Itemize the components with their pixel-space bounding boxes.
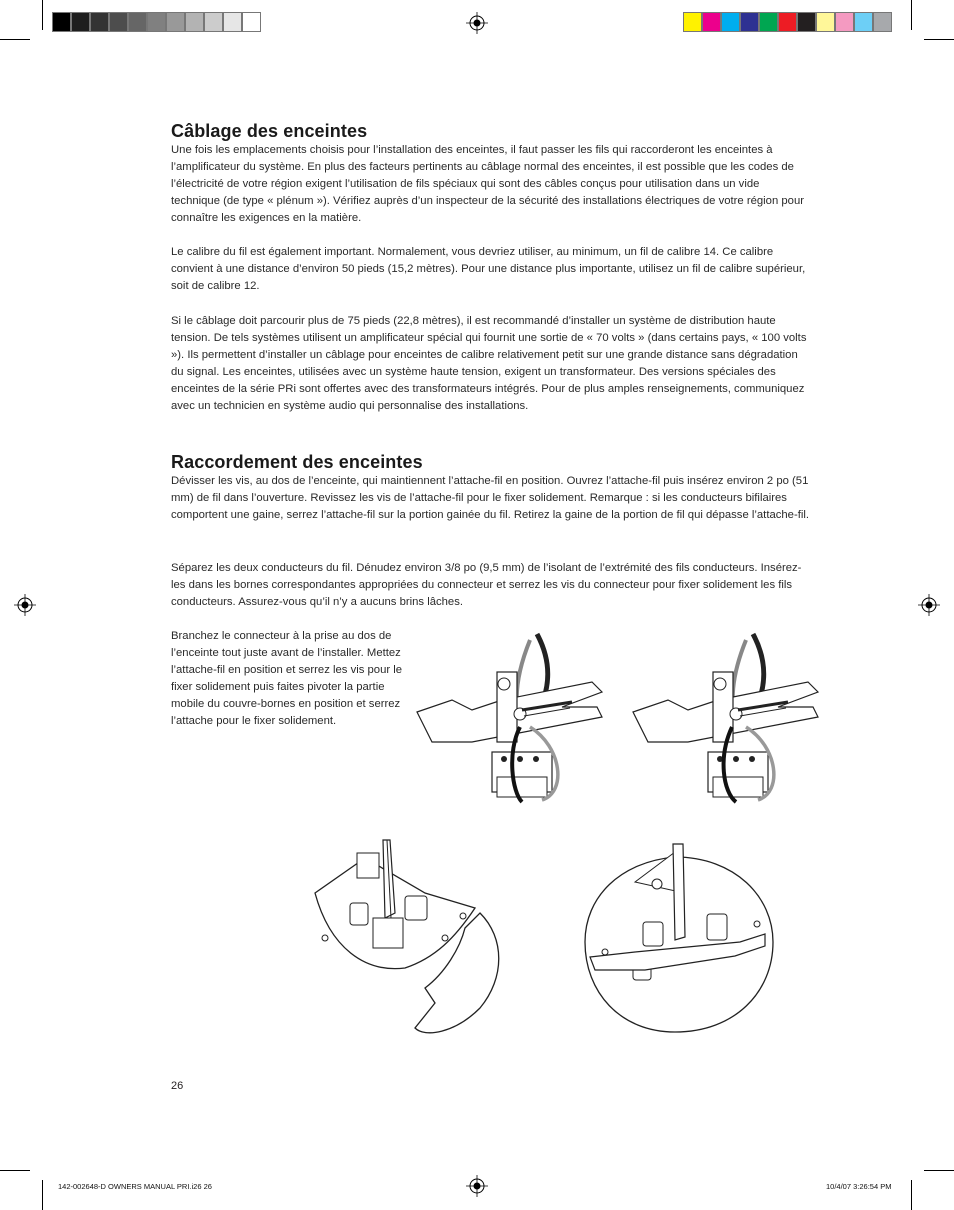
terminal-cover-open-illustration <box>305 838 525 1038</box>
paragraph: Le calibre du fil est également important. Normalement, vous devriez utiliser, au minimum, un fil de calibre 14. Ce calibre convient à une distance d’environ 50 pieds (15,2 mètres). Pour une distance plus importante, utilisez un fil de calibre supérieur, soit de calibre 12. <box>171 246 806 292</box>
color-swatch <box>816 12 835 32</box>
crop-mark <box>924 1170 954 1171</box>
section-title-wiring: Câblage des enceintes <box>171 121 368 141</box>
crop-mark <box>42 1180 43 1210</box>
paragraph: Séparez les deux conducteurs du fil. Dénudez environ 3/8 po (9,5 mm) de l’isolant de l’extrémité des fils conducteurs. Insérez-les dans les bornes correspondantes appropriées du connecteur et serrez les vis du connecteur pour fixer solidement les fils conducteurs. Assurez-vous qu’il n’y a aucuns brins lâches. <box>171 562 802 608</box>
footer-file-slug: 142-002648-D OWNERS MANUAL PRI.i26 26 <box>58 1182 212 1191</box>
crop-mark <box>911 0 912 30</box>
grayscale-color-bar <box>52 12 261 34</box>
color-swatch <box>683 12 702 32</box>
color-swatch <box>873 12 892 32</box>
terminal-cover-closed-illustration <box>575 842 780 1042</box>
color-swatch <box>854 12 873 32</box>
wire-clamp-illustration-1 <box>412 632 612 822</box>
paragraph: Si le câblage doit parcourir plus de 75 pieds (22,8 mètres), il est recommandé d’installer un système de distribution haute tension. De tels systèmes utilisent un amplificateur spécial qui fournit une sortie de « 70 volts » (dans certains pays, « 100 volts »). Ils permettent d’installer un câblage pour enceintes de calibre relativement petit sur une grande distance sans dégradation du signal. Les enceintes, utilisées avec un système haute tension, exigent un transformateur. Des versions spéciales des enceintes de la série PRi sont offertes avec des transformateurs intégrés. Pour de plus amples renseignements, communiquez avec un technicien en système audio qui personnalise des installations. <box>171 315 807 412</box>
registration-mark-bottom-icon <box>466 1175 488 1197</box>
crop-mark <box>0 1170 30 1171</box>
color-swatch <box>778 12 797 32</box>
color-swatch <box>835 12 854 32</box>
color-swatch <box>71 12 90 32</box>
color-swatch <box>740 12 759 32</box>
registration-mark-left-icon <box>14 594 36 616</box>
crop-mark <box>911 1180 912 1210</box>
paragraph: Dévisser les vis, au dos de l’enceinte, qui maintiennent l’attache-fil en position. Ouvrez l’attache-fil puis insérez environ 2 po (51 mm) de fil dans l’ouverture. Revissez les vis de l’attache-fil pour le fixer solidement. Remarque : si les conducteurs bifilaires comportent une gaine, serrez l’attache-fil sur la portion gainée du fil. Retirez la gaine de la portion de fil qui dépasse l’attache-fil. <box>171 475 810 521</box>
process-color-bar <box>683 12 892 34</box>
color-swatch <box>721 12 740 32</box>
section-title-connection: Raccordement des enceintes <box>171 452 423 472</box>
color-swatch <box>242 12 261 32</box>
color-swatch <box>52 12 71 32</box>
registration-mark-right-icon <box>918 594 940 616</box>
color-swatch <box>204 12 223 32</box>
color-swatch <box>166 12 185 32</box>
crop-mark <box>924 39 954 40</box>
color-swatch <box>90 12 109 32</box>
color-swatch <box>128 12 147 32</box>
footer-datetime: 10/4/07 3:26:54 PM <box>826 1182 892 1191</box>
crop-mark <box>42 0 43 30</box>
color-swatch <box>702 12 721 32</box>
color-swatch <box>185 12 204 32</box>
color-swatch <box>109 12 128 32</box>
color-swatch <box>147 12 166 32</box>
paragraph: Une fois les emplacements choisis pour l’installation des enceintes, il faut passer les fils qui raccorderont les enceintes à l’amplificateur du système. En plus des facteurs pertinents au câblage normal des enceintes, il est possible que les codes de l’électricité de votre région exigent l’utilisation de fils spéciaux qui sont des câbles conçus pour utilisation dans un vide technique (de type « plénum »). Vérifiez auprès d’un inspecteur de la sécurité des installations électriques de votre région pour connaître les exigences en la matière. <box>171 144 804 224</box>
registration-mark-top-icon <box>466 12 488 34</box>
wire-clamp-illustration-2 <box>628 632 828 822</box>
color-swatch <box>223 12 242 32</box>
page-number: 26 <box>171 1080 184 1092</box>
crop-mark <box>0 39 30 40</box>
color-swatch <box>759 12 778 32</box>
paragraph: Branchez le connecteur à la prise au dos de l’enceinte tout juste avant de l’installer. Mettez l’attache-fil en position et serrez les vis pour le fixer solidement puis faites pivoter la partie mobile du couvre-bornes en position et serrez l’attache pour le fixer solidement. <box>171 630 403 727</box>
color-swatch <box>797 12 816 32</box>
